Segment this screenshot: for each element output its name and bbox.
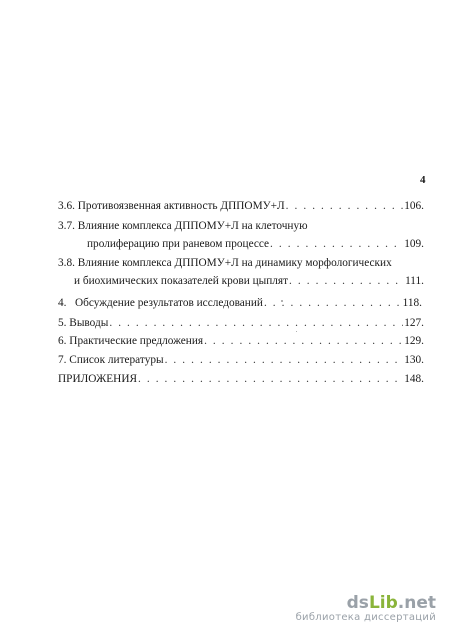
dot-leader [270,237,403,251]
scan-speck [281,300,283,302]
toc-entry-text: 3.6. Противоязвенная активность ДППОМУ+Л [58,200,285,212]
toc-entry-3-8-line1: 3.8. Влияние комплекса ДППОМУ+Л на динамику морфологических [58,257,392,269]
toc-entry-text: пролиферацию при раневом процессе [87,238,270,250]
toc-entry-3-7-line2 [87,237,424,251]
logo-prefix: ds [346,593,369,613]
toc-entry-page: 129. [404,335,424,347]
toc-entry-3-8-line2 [74,274,424,288]
watermark-subtitle: библиотека диссертаций [295,612,436,623]
toc-entry-text: ПРИЛОЖЕНИЯ [58,373,138,385]
dot-leader [165,353,404,367]
toc-entry-7 [58,353,424,367]
page-number: 4 [420,174,426,186]
toc-entry-page: 130. [404,354,424,366]
logo-lib: Lib [368,593,398,613]
watermark-logo [296,594,436,612]
toc-entry-page: 127. [404,317,424,329]
toc-entry-text: 7. Список литературы [58,354,164,366]
dot-leader [109,316,403,330]
dot-leader [264,296,402,310]
toc-entry-text: 6. Практические предложения [58,335,204,347]
toc-entry-page: 118. [402,297,422,309]
dot-leader [289,274,404,288]
toc-entry-appendix [58,372,424,386]
toc-entry-4 [58,296,422,310]
toc-entry-3-7-line1: 3.7. Влияние комплекса ДППОМУ+Л на клеточную [58,220,308,232]
dot-leader [286,199,404,213]
toc-entry-5 [58,316,424,330]
toc-entry-3-6 [58,199,424,213]
dot-leader [204,334,403,348]
watermark [296,594,436,624]
toc-entry-page: 148. [404,373,424,385]
dot-leader [138,372,403,386]
toc-entry-text: и биохимических показателей крови цыплят [74,275,289,287]
toc-entry-text: 5. Выводы [58,317,109,329]
toc-entry-page: 109. [404,238,424,250]
logo-suffix: .net [397,593,436,613]
toc-entry-6 [58,334,424,348]
toc-entry-page: 106. [404,200,424,212]
toc-entry-page: 111. [405,275,424,287]
scan-speck [296,331,297,332]
toc-entry-text: 4. Обсуждение результатов исследований [58,297,263,309]
